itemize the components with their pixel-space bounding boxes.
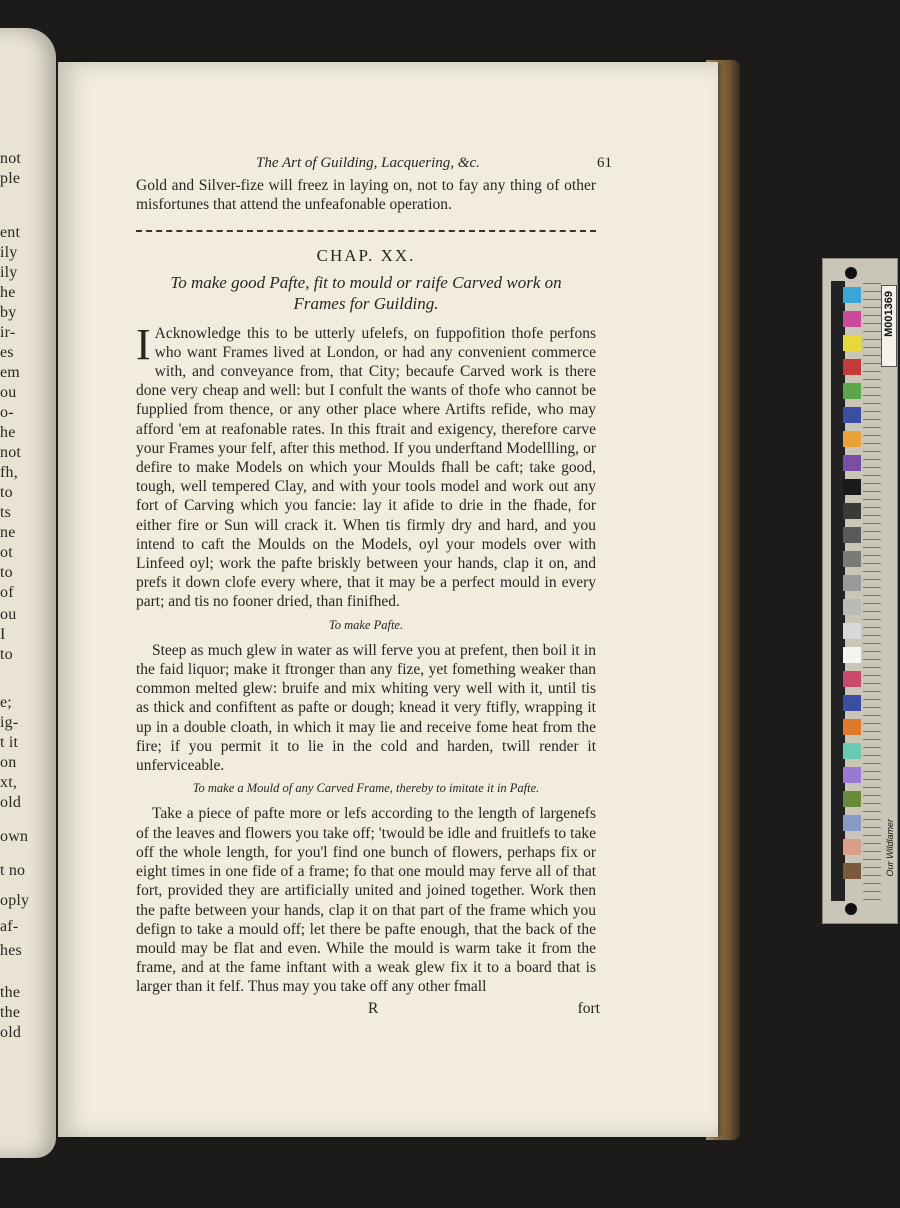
left-page-fragment: the (0, 984, 21, 1001)
target-dot-bottom (845, 903, 857, 915)
left-page-fragment: to (0, 564, 13, 581)
left-page-fragment: xt, (0, 774, 18, 791)
running-head (136, 154, 612, 176)
left-page-fragment: he (0, 284, 16, 301)
left-page-fragment: ir- (0, 324, 16, 341)
color-swatch (843, 623, 861, 639)
color-swatch (843, 695, 861, 711)
left-page-fragment: e; (0, 694, 12, 711)
left-page-fragment: of (0, 584, 14, 601)
left-page-fragment: ent (0, 224, 21, 241)
color-swatch (843, 311, 861, 327)
left-page-fragment: o- (0, 404, 14, 421)
paragraph-1-text: Acknowledge this to be utterly ufelefs, on fuppofition thofe perfons who want Frames lived at London, or had any convenient commerce with, and conveyance from, that City; becaufe Carved work is there done very cheap and well: but I confult the wants of thofe who cannot be fupplied from thence, or any other place where Artifts refide, who may afford 'em at reafonable rates. In this ftrait and exigency, therefore carve your Frames your felf, after this method. If you underftand Modellling, or defire to make Models on which your Moulds fhall be caft; take good, tough, well tempered Clay, and with your tools model and work out any fort of Carving which you fancie: lay it afide to drie in the fhade, for either fire or Sun will crack it. When tis firmly dry and hard, and you intend to caft the Moulds on the Models, oyl your models over with Linfeed oyl; work the pafte briskly between your hands, clap it on, and prefs it down clofe every where, that it may be a perfect mould in every part; and tis no fooner dried, than finifhed. (136, 324, 596, 611)
color-calibration-target (822, 258, 898, 924)
left-page-fragment: ily (0, 244, 18, 261)
target-dot-top (845, 267, 857, 279)
left-page-fragment: ou (0, 606, 17, 623)
color-swatch (843, 791, 861, 807)
running-head-title: The Art of Guilding, Lacquering, &c. (256, 155, 480, 171)
color-swatch (843, 455, 861, 471)
chapter-number: CHAP. XX. (316, 246, 416, 266)
color-swatch (843, 815, 861, 831)
left-page-fragment: oply (0, 892, 30, 909)
section-divider (136, 230, 596, 232)
chapter-title: To make good Pafte, fit to mould or raife Carved work on Frames for Guilding. (170, 272, 562, 313)
target-ruler (863, 283, 881, 901)
right-page (58, 62, 718, 1137)
left-page-fragment: ou (0, 384, 17, 401)
color-swatch (843, 287, 861, 303)
catchword: fort (577, 999, 600, 1017)
color-swatch (843, 503, 861, 519)
page-footer (136, 999, 600, 1019)
left-page-fragment: t it (0, 734, 19, 751)
color-swatch (843, 839, 861, 855)
signature-mark: R (368, 999, 379, 1017)
color-swatch (843, 671, 861, 687)
left-page-fragment: he (0, 424, 16, 441)
color-swatch (843, 719, 861, 735)
opening-text: Gold and Silver-fize will freez in laying on, not to fay any thing of other misfortunes that attend the unfeafonable operation. (136, 177, 596, 214)
color-swatch (843, 359, 861, 375)
left-page-fragment: fh, (0, 464, 18, 481)
left-page-fragment: em (0, 364, 20, 381)
paragraph-2: Steep as much glew in water as will ferve you at prefent, then boil it in the faid liquor; make it ftronger than any fize, yet fomething weaker than common melted glew: bruife and mix whiting very well with it, until tis as thick and confiftent as pafte or dough; knead it very ftifly, wrapping it up in a double cloath, in which it may lie and receive fome heat from the fire; if you permit it to lie in the cold and harden, twill render it unferviceable. (136, 641, 596, 775)
left-page-fragment: to (0, 484, 13, 501)
paragraph-1 (136, 319, 596, 612)
left-page-fragment: es (0, 344, 14, 361)
subhead-make-mould: To make a Mould of any Carved Frame, thereby to imitate it in Pafte. (192, 781, 540, 796)
left-page-fragment: ne (0, 524, 16, 541)
left-page-fragment: t no (0, 862, 26, 879)
left-page-fragment: the (0, 1004, 21, 1021)
color-swatch (843, 767, 861, 783)
left-page-fragment: old (0, 1024, 22, 1041)
subhead-make-paste: To make Pafte. (328, 617, 404, 632)
color-swatch (843, 527, 861, 543)
left-facing-page (0, 28, 56, 1158)
left-page-fragment: ig- (0, 714, 19, 731)
target-label: M001369 (883, 291, 895, 337)
left-page-fragment: ily (0, 264, 18, 281)
target-brand: Our Wildlamer (885, 819, 895, 877)
left-page-fragment: by (0, 304, 17, 321)
color-swatch (843, 575, 861, 591)
color-swatch (843, 335, 861, 351)
color-swatch (843, 647, 861, 663)
color-swatch (843, 551, 861, 567)
left-page-fragment: ot (0, 544, 13, 561)
drop-cap: I (136, 319, 151, 369)
left-page-fragment: hes (0, 942, 22, 959)
page-number: 61 (597, 155, 612, 171)
left-page-fragment: not (0, 150, 22, 167)
left-page-fragment: I (0, 626, 6, 643)
color-swatch (843, 599, 861, 615)
color-swatch (843, 863, 861, 879)
left-page-fragment: old (0, 794, 22, 811)
left-page-fragment: to (0, 646, 13, 663)
color-swatch (843, 383, 861, 399)
left-page-fragment: on (0, 754, 17, 771)
page-text (136, 154, 612, 1019)
color-swatch (843, 479, 861, 495)
left-page-fragment: ts (0, 504, 12, 521)
left-page-fragment: ple (0, 170, 21, 187)
color-swatch (843, 743, 861, 759)
color-swatch (843, 407, 861, 423)
left-page-fragment: own (0, 828, 29, 845)
color-swatch (843, 431, 861, 447)
left-page-fragment: not (0, 444, 22, 461)
paragraph-3: Take a piece of pafte more or lefs according to the length of largenefs of the leaves and flowers you take off; 'twould be idle and fruitlefs to take off the whole length, for you'l find one bunch of flowers, perhaps fix or eight times in one fide of a frame; fo that one mould may ferve all of that fort, provided they are artificially united and joined together. Work then the pafte between your hands, clap it on that part of the frame which you defign to take a mould off; let there be pafte enough, that the back of the mould may be flat and even. While the mould is warm take it from the frame, and at the fame inftant with a weak glew fix it to a board that is larger than it felf. Thus may you take off any other fmall (136, 805, 596, 996)
left-page-fragment: af- (0, 918, 19, 935)
